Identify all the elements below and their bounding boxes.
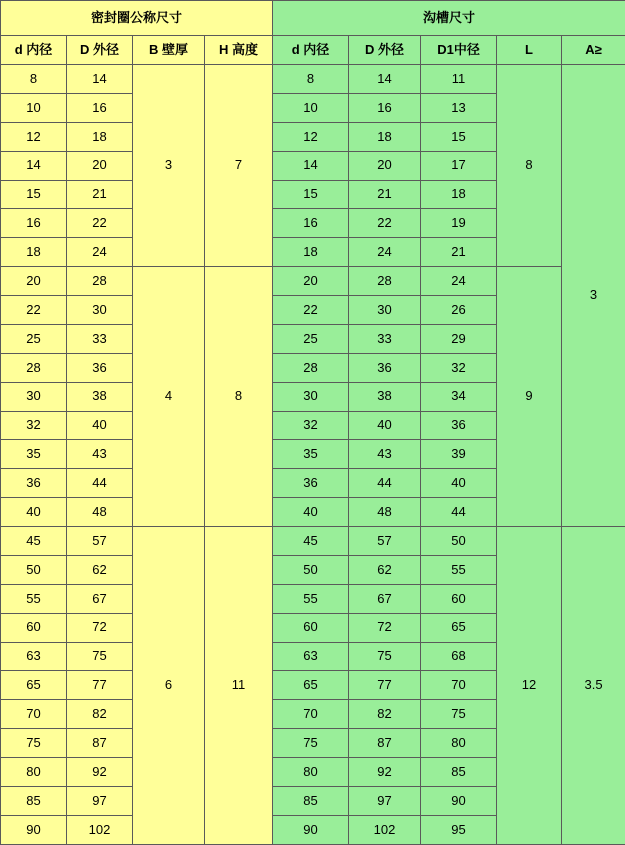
cell-groove-gd: 85 bbox=[273, 786, 349, 815]
cell-D: 21 bbox=[67, 180, 133, 209]
cell-groove-gD1: 36 bbox=[421, 411, 497, 440]
cell-groove-gd: 10 bbox=[273, 93, 349, 122]
cell-groove-gD: 87 bbox=[349, 729, 421, 758]
cell-groove-gD: 20 bbox=[349, 151, 421, 180]
cell-d: 45 bbox=[1, 527, 67, 556]
cell-groove-length: 12 bbox=[497, 527, 562, 845]
cell-groove-gD: 30 bbox=[349, 296, 421, 325]
cell-groove-gD: 22 bbox=[349, 209, 421, 238]
cell-d: 36 bbox=[1, 469, 67, 498]
cell-groove-gD: 62 bbox=[349, 555, 421, 584]
cell-d: 55 bbox=[1, 584, 67, 613]
cell-groove-gD: 44 bbox=[349, 469, 421, 498]
cell-groove-gD1: 15 bbox=[421, 122, 497, 151]
cell-groove-gD1: 21 bbox=[421, 238, 497, 267]
cell-groove-gD: 67 bbox=[349, 584, 421, 613]
cell-d: 85 bbox=[1, 786, 67, 815]
table-row bbox=[1, 527, 625, 556]
table-row bbox=[1, 267, 625, 296]
cell-D: 22 bbox=[67, 209, 133, 238]
cell-groove-gD1: 26 bbox=[421, 296, 497, 325]
cell-groove-gD: 72 bbox=[349, 613, 421, 642]
cell-groove-gd: 28 bbox=[273, 353, 349, 382]
cell-groove-gd: 16 bbox=[273, 209, 349, 238]
cell-groove-gD1: 19 bbox=[421, 209, 497, 238]
column-header-cell: H 高度 bbox=[205, 36, 273, 65]
cell-groove-gD: 43 bbox=[349, 440, 421, 469]
cell-D: 87 bbox=[67, 729, 133, 758]
cell-groove-gD: 33 bbox=[349, 324, 421, 353]
cell-groove-gd: 36 bbox=[273, 469, 349, 498]
cell-groove-gD1: 80 bbox=[421, 729, 497, 758]
cell-groove-gD: 77 bbox=[349, 671, 421, 700]
column-header-cell: L bbox=[497, 36, 562, 65]
cell-groove-gD1: 55 bbox=[421, 555, 497, 584]
cell-d: 60 bbox=[1, 613, 67, 642]
cell-D: 102 bbox=[67, 815, 133, 844]
cell-groove-gd: 80 bbox=[273, 758, 349, 787]
cell-D: 62 bbox=[67, 555, 133, 584]
group-header-cell: 密封圈公称尺寸 bbox=[1, 1, 273, 36]
cell-D: 28 bbox=[67, 267, 133, 296]
cell-groove-gD1: 34 bbox=[421, 382, 497, 411]
cell-groove-gD: 28 bbox=[349, 267, 421, 296]
cell-d: 28 bbox=[1, 353, 67, 382]
cell-groove-gd: 60 bbox=[273, 613, 349, 642]
cell-d: 50 bbox=[1, 555, 67, 584]
cell-d: 25 bbox=[1, 324, 67, 353]
cell-groove-gD1: 95 bbox=[421, 815, 497, 844]
group-header-cell: 沟槽尺寸 bbox=[273, 1, 625, 36]
cell-wall-thickness: 3 bbox=[133, 65, 205, 267]
cell-groove-gD: 97 bbox=[349, 786, 421, 815]
cell-groove-gD: 48 bbox=[349, 498, 421, 527]
cell-groove-gD1: 17 bbox=[421, 151, 497, 180]
cell-groove-gD: 40 bbox=[349, 411, 421, 440]
cell-groove-gD1: 70 bbox=[421, 671, 497, 700]
cell-groove-gd: 22 bbox=[273, 296, 349, 325]
cell-D: 72 bbox=[67, 613, 133, 642]
cell-d: 90 bbox=[1, 815, 67, 844]
cell-groove-gD1: 40 bbox=[421, 469, 497, 498]
cell-D: 30 bbox=[67, 296, 133, 325]
cell-D: 75 bbox=[67, 642, 133, 671]
column-header-cell: d 内径 bbox=[273, 36, 349, 65]
cell-a-min: 3.5 bbox=[562, 527, 625, 845]
cell-groove-gd: 14 bbox=[273, 151, 349, 180]
cell-groove-gd: 63 bbox=[273, 642, 349, 671]
cell-groove-gD: 18 bbox=[349, 122, 421, 151]
column-header-cell: D1中径 bbox=[421, 36, 497, 65]
table-row bbox=[1, 65, 625, 94]
cell-groove-gD: 38 bbox=[349, 382, 421, 411]
cell-d: 32 bbox=[1, 411, 67, 440]
cell-groove-gD: 24 bbox=[349, 238, 421, 267]
cell-groove-gD1: 60 bbox=[421, 584, 497, 613]
column-header-cell: D 外径 bbox=[349, 36, 421, 65]
column-header-row bbox=[1, 36, 625, 65]
cell-groove-gd: 90 bbox=[273, 815, 349, 844]
cell-wall-thickness: 6 bbox=[133, 527, 205, 845]
cell-D: 20 bbox=[67, 151, 133, 180]
cell-groove-gd: 15 bbox=[273, 180, 349, 209]
cell-groove-gd: 18 bbox=[273, 238, 349, 267]
cell-d: 12 bbox=[1, 122, 67, 151]
cell-groove-gD: 21 bbox=[349, 180, 421, 209]
cell-groove-gd: 20 bbox=[273, 267, 349, 296]
cell-a-min: 3 bbox=[562, 65, 625, 527]
cell-wall-thickness: 4 bbox=[133, 267, 205, 527]
cell-groove-gD1: 13 bbox=[421, 93, 497, 122]
cell-D: 77 bbox=[67, 671, 133, 700]
column-header-cell: A≥ bbox=[562, 36, 625, 65]
cell-groove-gD1: 90 bbox=[421, 786, 497, 815]
cell-groove-gD: 82 bbox=[349, 700, 421, 729]
group-header-row bbox=[1, 1, 625, 36]
cell-groove-gd: 32 bbox=[273, 411, 349, 440]
cell-D: 44 bbox=[67, 469, 133, 498]
cell-groove-gd: 12 bbox=[273, 122, 349, 151]
cell-d: 16 bbox=[1, 209, 67, 238]
cell-D: 24 bbox=[67, 238, 133, 267]
cell-D: 36 bbox=[67, 353, 133, 382]
cell-groove-gd: 35 bbox=[273, 440, 349, 469]
cell-D: 82 bbox=[67, 700, 133, 729]
cell-groove-gD1: 85 bbox=[421, 758, 497, 787]
cell-groove-gd: 65 bbox=[273, 671, 349, 700]
cell-groove-gD: 36 bbox=[349, 353, 421, 382]
cell-groove-gD1: 32 bbox=[421, 353, 497, 382]
cell-groove-gd: 75 bbox=[273, 729, 349, 758]
cell-groove-gD1: 29 bbox=[421, 324, 497, 353]
cell-groove-gd: 70 bbox=[273, 700, 349, 729]
cell-d: 63 bbox=[1, 642, 67, 671]
cell-groove-gd: 40 bbox=[273, 498, 349, 527]
cell-D: 57 bbox=[67, 527, 133, 556]
column-header-cell: B 壁厚 bbox=[133, 36, 205, 65]
cell-d: 18 bbox=[1, 238, 67, 267]
cell-groove-gD: 75 bbox=[349, 642, 421, 671]
cell-groove-gD1: 65 bbox=[421, 613, 497, 642]
cell-groove-gD1: 39 bbox=[421, 440, 497, 469]
column-header-cell: d 内径 bbox=[1, 36, 67, 65]
cell-D: 33 bbox=[67, 324, 133, 353]
cell-groove-gd: 50 bbox=[273, 555, 349, 584]
cell-d: 40 bbox=[1, 498, 67, 527]
cell-groove-gd: 55 bbox=[273, 584, 349, 613]
cell-groove-gD: 57 bbox=[349, 527, 421, 556]
table-body bbox=[1, 1, 625, 845]
cell-d: 14 bbox=[1, 151, 67, 180]
cell-d: 80 bbox=[1, 758, 67, 787]
cell-height: 11 bbox=[205, 527, 273, 845]
cell-groove-gD1: 68 bbox=[421, 642, 497, 671]
cell-d: 75 bbox=[1, 729, 67, 758]
cell-D: 43 bbox=[67, 440, 133, 469]
cell-groove-gD: 16 bbox=[349, 93, 421, 122]
cell-groove-gD1: 50 bbox=[421, 527, 497, 556]
cell-D: 48 bbox=[67, 498, 133, 527]
cell-height: 8 bbox=[205, 267, 273, 527]
cell-D: 16 bbox=[67, 93, 133, 122]
cell-D: 92 bbox=[67, 758, 133, 787]
cell-d: 65 bbox=[1, 671, 67, 700]
cell-groove-gD1: 11 bbox=[421, 65, 497, 94]
cell-groove-gD: 102 bbox=[349, 815, 421, 844]
cell-d: 22 bbox=[1, 296, 67, 325]
cell-d: 10 bbox=[1, 93, 67, 122]
cell-groove-gD1: 44 bbox=[421, 498, 497, 527]
cell-groove-gD: 92 bbox=[349, 758, 421, 787]
column-header-cell: D 外径 bbox=[67, 36, 133, 65]
cell-groove-gD1: 75 bbox=[421, 700, 497, 729]
cell-groove-gD: 14 bbox=[349, 65, 421, 94]
cell-groove-gd: 8 bbox=[273, 65, 349, 94]
cell-groove-gd: 30 bbox=[273, 382, 349, 411]
cell-d: 8 bbox=[1, 65, 67, 94]
cell-D: 14 bbox=[67, 65, 133, 94]
cell-groove-gd: 25 bbox=[273, 324, 349, 353]
cell-D: 40 bbox=[67, 411, 133, 440]
cell-D: 38 bbox=[67, 382, 133, 411]
cell-D: 18 bbox=[67, 122, 133, 151]
cell-d: 20 bbox=[1, 267, 67, 296]
cell-d: 70 bbox=[1, 700, 67, 729]
cell-D: 67 bbox=[67, 584, 133, 613]
cell-groove-gD1: 18 bbox=[421, 180, 497, 209]
cell-d: 30 bbox=[1, 382, 67, 411]
cell-d: 15 bbox=[1, 180, 67, 209]
cell-groove-length: 9 bbox=[497, 267, 562, 527]
cell-d: 35 bbox=[1, 440, 67, 469]
cell-groove-gD1: 24 bbox=[421, 267, 497, 296]
cell-height: 7 bbox=[205, 65, 273, 267]
cell-groove-gd: 45 bbox=[273, 527, 349, 556]
cell-D: 97 bbox=[67, 786, 133, 815]
cell-groove-length: 8 bbox=[497, 65, 562, 267]
